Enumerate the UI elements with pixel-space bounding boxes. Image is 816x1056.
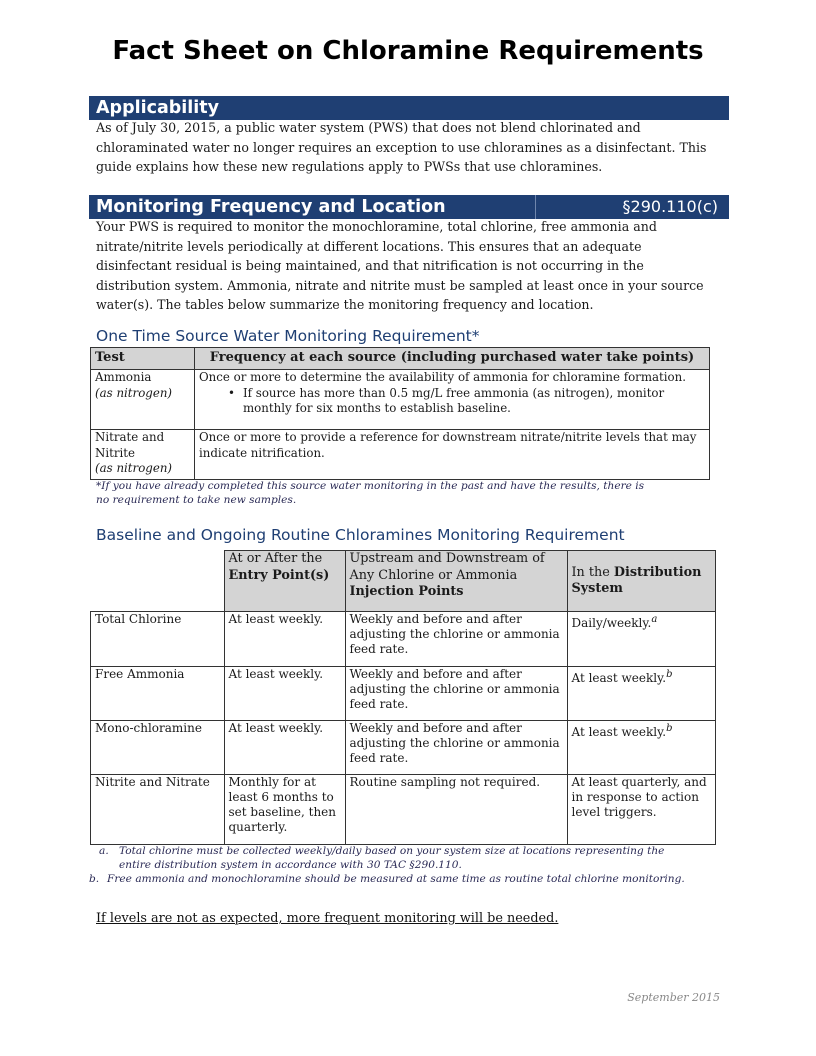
monitoring-citation: §290.110(c) [622,197,718,216]
distribution-cell [567,667,716,721]
table-row [91,667,716,721]
test-note: (as nitrogen) [95,385,173,400]
routine-monitoring-table [90,550,716,845]
distribution-cell [567,612,716,667]
test-name: Ammonia [95,370,152,384]
column-header-entry-point [224,551,345,612]
monitoring-heading-band [89,195,729,219]
footnote-marker: a. [99,845,109,857]
page-title: Fact Sheet on Chloramine Requirements [112,36,704,66]
header-bold: Distribution System [571,564,702,596]
frequency-text: Once or more to determine the availability of ammonia for chloramine formation. [199,370,687,384]
distribution-text: At least weekly. [571,725,667,739]
header-plain: In the [571,564,614,580]
header-plain: Upstream and Downstream of Any Chlorine or Ammonia [349,551,545,583]
column-header-distribution-system [567,551,716,612]
header-bold: Entry Point(s) [228,567,330,583]
row-label: Mono-chloramine [91,721,225,775]
monitoring-heading: Monitoring Frequency and Location [96,197,446,217]
monitoring-warning: If levels are not as expected, more frequent monitoring will be needed. [96,911,559,926]
distribution-cell: At least quarterly, and in response to action level triggers. [567,775,716,845]
test-cell [91,430,195,480]
header-bold: Injection Points [349,584,464,599]
table-header-row [91,551,716,612]
distribution-text: Daily/weekly. [571,616,652,630]
entry-point-cell: Monthly for at least 6 months to set baseline, then quarterly. [224,775,345,845]
entry-point-cell: At least weekly. [224,667,345,721]
table-row [91,612,716,667]
routine-footnotes [89,844,699,886]
applicability-heading: Applicability [96,98,220,118]
footnote-marker: b [666,669,673,680]
test-name: Nitrate and Nitrite [95,430,165,460]
table-row [91,775,716,845]
monitoring-text: Your PWS is required to monitor the monochloramine, total chlorine, free ammonia and nitrate/nitrite levels periodically at different locations. This ensures that an adequate disinfectant residual is being maintained, and that nitrification is not occurring in the distribution system. Ammonia, nitrate and nitrite must be sampled at least once in your source water(s). The tables below summarize the monitoring frequency and location. [96,219,704,312]
table-row [91,370,710,430]
applicability-heading-band [89,96,729,120]
row-label: Total Chlorine [91,612,225,667]
source-table-footnote: *If you have already completed this source water monitoring in the past and have the results, there is no requirement to take new samples. [96,480,645,506]
routine-table-title: Baseline and Ongoing Routine Chloramines Monitoring Requirement [96,526,625,544]
frequency-text: Once or more to provide a reference for downstream nitrate/nitrite levels that may indicate nitrification. [199,430,697,460]
frequency-cell [195,430,710,480]
footnote-b [89,872,699,886]
footnote-text: Total chlorine must be collected weekly/daily based on your system size at locations representing the entire distribution system in accordance with 30 TAC §290.110. [119,845,665,871]
test-note: (as nitrogen) [95,461,173,475]
table-row [91,721,716,775]
bullet-icon: • [228,385,235,400]
footnote-marker: a [651,614,658,625]
row-label: Nitrite and Nitrate [91,775,225,845]
header-empty-cell [91,551,225,612]
test-cell [91,370,195,430]
footnote-marker: b [666,723,673,734]
bullet-text: If source has more than 0.5 mg/L free ammonia (as nitrogen), monitor monthly for six months to establish baseline. [243,385,665,415]
injection-points-cell: Weekly and before and after adjusting the chlorine or ammonia feed rate. [345,612,567,667]
injection-points-cell: Routine sampling not required. [345,775,567,845]
footnote-a [89,844,699,872]
distribution-cell [567,721,716,775]
entry-point-cell: At least weekly. [224,721,345,775]
applicability-text: As of July 30, 2015, a public water system (PWS) that does not blend chlorinated and chloraminated water no longer requires an exception to use chloramines as a disinfectant. This guide explains how these new regulations apply to PWSs that use chloramines. [96,120,707,174]
distribution-text: At least weekly. [571,671,667,685]
source-monitoring-table [90,347,710,480]
injection-points-cell: Weekly and before and after adjusting the chlorine or ammonia feed rate. [345,721,567,775]
frequency-bullet [199,386,705,417]
injection-points-cell: Weekly and before and after adjusting the chlorine or ammonia feed rate. [345,667,567,721]
column-header-test: Test [91,348,195,370]
column-header-frequency: Frequency at each source (including purchased water take points) [195,348,710,370]
table-header-row [91,348,710,370]
header-plain: At or After the [228,551,323,566]
source-table-title: One Time Source Water Monitoring Requirement* [96,327,480,345]
column-header-injection-points [345,551,567,612]
entry-point-cell: At least weekly. [224,612,345,667]
publication-date: September 2015 [627,991,720,1004]
table-row [91,430,710,480]
footnote-text: Free ammonia and monochloramine should be measured at same time as routine total chlorine monitoring. [107,873,685,885]
frequency-cell [195,370,710,430]
band-divider [535,195,536,219]
footnote-marker: b. [89,873,100,885]
row-label: Free Ammonia [91,667,225,721]
